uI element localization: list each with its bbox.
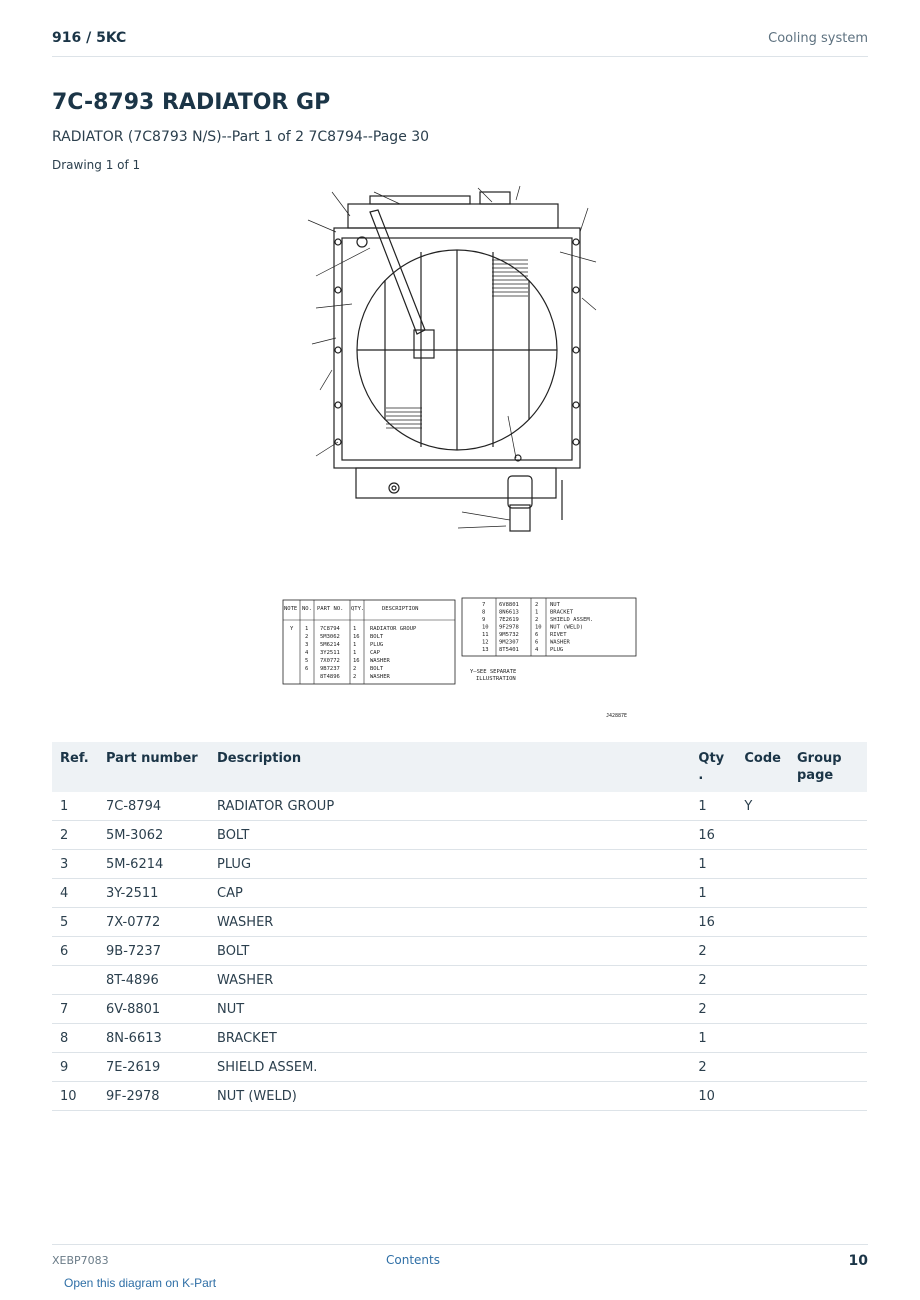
legend-header-no: NO. [302,606,312,612]
cell-ref: 9 [52,1053,98,1082]
cell-code [736,879,789,908]
col-group-page [789,742,867,792]
legend-part: 8N6613 [499,609,519,616]
legend-desc: RIVET [550,632,567,638]
cell-ref [52,966,98,995]
legend-qty: 1 [353,642,357,648]
contents-link[interactable]: Contents [386,1253,440,1267]
page-header [52,28,868,57]
cell-group-page [789,879,867,908]
legend-qty: 4 [535,647,539,653]
legend-desc: WASHER [370,674,390,680]
cell-part-number: 5M-6214 [98,850,209,879]
cell-code [736,966,789,995]
legend-qty: 1 [353,650,357,656]
cell-part-number: 3Y-2511 [98,879,209,908]
parts-table [52,742,867,1111]
cell-qty: 2 [690,966,736,995]
legend-qty: 1 [535,609,539,616]
legend-no: 8 [482,609,486,616]
cell-part-number: 7C-8794 [98,792,209,821]
cell-part-number: 7E-2619 [98,1053,209,1082]
cell-qty: 1 [690,850,736,879]
col-group-line2: page [797,768,834,783]
table-row [52,1082,867,1111]
cell-qty: 16 [690,821,736,850]
legend-note: Y [290,626,294,632]
cell-group-page [789,792,867,821]
k-part-link[interactable]: Open this diagram on K-Part [64,1276,217,1290]
legend-no: 6 [305,666,309,672]
col-ref: Ref. [52,742,98,792]
legend-desc: WASHER [550,639,570,646]
legend-qty: 16 [353,634,360,640]
cell-group-page [789,966,867,995]
col-qty-line2: . [698,768,704,783]
legend-qty: 2 [535,602,539,608]
radiator-drawing [308,186,596,531]
legend-no: 1 [305,626,309,632]
cell-qty: 16 [690,908,736,937]
legend-qty: 2 [535,617,539,623]
cell-qty: 2 [690,937,736,966]
cell-description: NUT [209,995,690,1024]
cell-group-page [789,1053,867,1082]
legend-header-qty: QTY. [351,606,365,612]
legend-desc: PLUG [550,647,564,653]
col-group-line1: Group [797,751,842,766]
cell-group-page [789,1024,867,1053]
table-row [52,792,867,821]
legend-note-line2: ILLUSTRATION [476,676,516,682]
table-row [52,821,867,850]
cell-code [736,1024,789,1053]
legend-qty: 6 [535,632,539,638]
cell-qty: 2 [690,1053,736,1082]
legend-qty: 2 [353,666,357,672]
cell-part-number: 9B-7237 [98,937,209,966]
parts-table-header [52,742,867,792]
table-row [52,908,867,937]
drawing-label: Drawing 1 of 1 [52,158,141,172]
legend-desc: CAP [370,650,380,656]
cell-group-page [789,1082,867,1111]
legend-qty: 6 [535,639,539,646]
legend-desc: NUT (WELD) [550,624,584,631]
col-qty [690,742,736,792]
legend-part: 9B7237 [320,666,340,672]
cell-description: SHIELD ASSEM. [209,1053,690,1082]
legend-part: 9F2978 [499,624,519,631]
legend-no: 2 [305,634,309,640]
legend-part: 7X0772 [320,658,340,664]
legend-qty: 10 [535,624,542,631]
cell-description: WASHER [209,966,690,995]
page-number: 10 [848,1253,868,1269]
cell-ref: 2 [52,821,98,850]
cell-qty: 1 [690,1024,736,1053]
cell-ref: 4 [52,879,98,908]
legend-no: 4 [305,650,309,656]
col-code: Code [736,742,789,792]
cell-description: RADIATOR GROUP [209,792,690,821]
page-footer [52,1244,868,1275]
legend-part: 7C8794 [320,626,340,632]
cell-description: BOLT [209,821,690,850]
cell-code [736,937,789,966]
legend-header-desc: DESCRIPTION [382,606,419,612]
section-label: Cooling system [768,31,868,46]
cell-part-number: 5M-3062 [98,821,209,850]
cell-ref: 7 [52,995,98,1024]
legend-desc: WASHER [370,658,390,664]
legend-no: 7 [482,602,486,608]
cell-description: WASHER [209,908,690,937]
cell-part-number: 7X-0772 [98,908,209,937]
cell-qty: 1 [690,792,736,821]
page-subtitle: RADIATOR (7C8793 N/S)--Part 1 of 2 7C8794--Page 30 [52,129,430,145]
cell-ref: 8 [52,1024,98,1053]
cell-code [736,1053,789,1082]
page-title: 7C-8793 RADIATOR GP [52,90,331,115]
cell-code [736,995,789,1024]
cell-qty: 10 [690,1082,736,1111]
legend-header-note: NOTE [284,606,298,612]
legend-desc: SHIELD ASSEM. [550,617,594,623]
cell-group-page [789,821,867,850]
legend-no: 3 [305,642,309,648]
cell-qty: 2 [690,995,736,1024]
legend-part: 6V8801 [499,602,519,608]
legend-part: 5M6214 [320,642,340,648]
cell-part-number: 8N-6613 [98,1024,209,1053]
col-qty-line1: Qty [698,751,725,766]
cell-description: NUT (WELD) [209,1082,690,1111]
cell-description: PLUG [209,850,690,879]
cell-code [736,908,789,937]
table-row [52,966,867,995]
cell-ref: 6 [52,937,98,966]
cell-qty: 1 [690,879,736,908]
legend-part: 8T5401 [499,647,519,653]
cell-part-number: 9F-2978 [98,1082,209,1111]
legend-desc: NUT [550,602,560,608]
legend-desc: RADIATOR GROUP [370,626,417,632]
legend-part: 3Y2511 [320,650,340,656]
table-row [52,1053,867,1082]
legend-qty: 2 [353,674,357,680]
legend-desc: PLUG [370,642,384,648]
cell-group-page [789,995,867,1024]
cell-description: BOLT [209,937,690,966]
legend-no: 9 [482,617,486,623]
cell-group-page [789,908,867,937]
col-part-number: Part number [98,742,209,792]
legend-no: 12 [482,639,489,646]
legend-no: 11 [482,632,489,638]
legend-part: 8T4896 [320,674,340,680]
table-row [52,995,867,1024]
radiator-diagram [270,180,650,725]
table-row [52,1024,867,1053]
legend-desc: BOLT [370,666,384,672]
legend-qty: 1 [353,626,357,632]
table-row [52,879,867,908]
cell-code [736,1082,789,1111]
cell-description: CAP [209,879,690,908]
cell-ref: 10 [52,1082,98,1111]
cell-code [736,821,789,850]
legend-note-line1: Y—SEE SEPARATE [470,669,517,675]
cell-group-page [789,850,867,879]
col-description: Description [209,742,690,792]
model-label: 916 / 5KC [52,30,127,46]
legend-no: 13 [482,647,489,653]
document-id: XEBP7083 [52,1254,109,1267]
cell-group-page [789,937,867,966]
cell-ref: 5 [52,908,98,937]
table-row [52,937,867,966]
cell-code: Y [736,792,789,821]
legend-header-part: PART NO. [317,606,344,612]
cell-part-number: 6V-8801 [98,995,209,1024]
table-row [52,850,867,879]
legend-desc: BOLT [370,634,384,640]
cell-description: BRACKET [209,1024,690,1053]
legend-part: 9M2307 [499,639,519,646]
legend-part: 7E2619 [499,617,519,623]
drawing-code: J42887E [606,713,628,719]
cell-code [736,850,789,879]
legend-no: 5 [305,658,309,664]
cell-part-number: 8T-4896 [98,966,209,995]
legend-part: 9M5732 [499,632,519,638]
legend-qty: 16 [353,658,360,664]
legend-desc: BRACKET [550,609,574,616]
cell-ref: 3 [52,850,98,879]
legend-part: 5M3062 [320,634,340,640]
cell-ref: 1 [52,792,98,821]
legend-no: 10 [482,624,489,631]
